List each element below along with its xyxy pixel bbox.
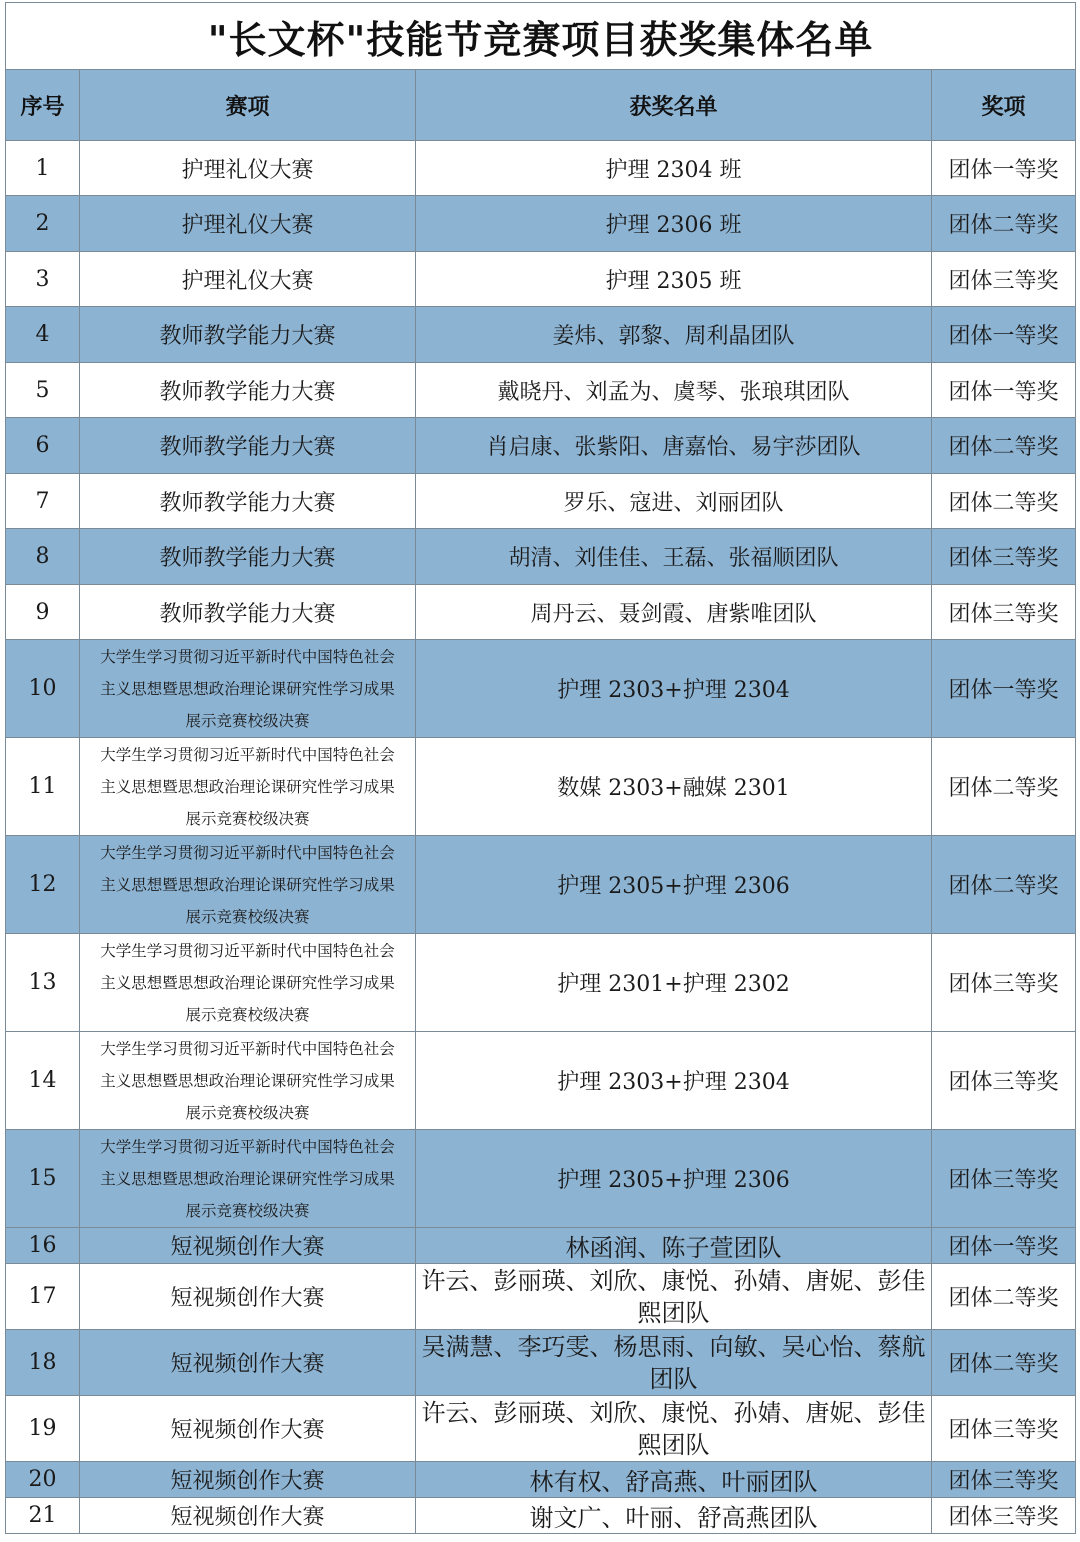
award-cell: 团体一等奖 [932, 307, 1076, 363]
table-row [6, 1498, 1076, 1534]
winners-cell: 许云、彭丽瑛、刘欣、康悦、孙婧、唐妮、彭佳熙团队 [416, 1396, 932, 1462]
event-cell: 短视频创作大赛 [80, 1462, 416, 1498]
event-cell: 教师教学能力大赛 [80, 529, 416, 585]
winners-cell: 护理 2306 班 [416, 196, 932, 252]
winners-cell: 谢文广、叶丽、舒高燕团队 [416, 1498, 932, 1534]
row-number-cell: 21 [6, 1498, 80, 1534]
document-title: "长文杯"技能节竞赛项目获奖集体名单 [6, 3, 1076, 70]
event-cell: 护理礼仪大赛 [80, 196, 416, 252]
table-row [6, 934, 1076, 1032]
table-body [6, 141, 1076, 1534]
row-number-cell: 6 [6, 418, 80, 474]
winners-cell: 姜炜、郭黎、周利晶团队 [416, 307, 932, 363]
award-cell: 团体二等奖 [932, 836, 1076, 934]
winners-cell: 许云、彭丽瑛、刘欣、康悦、孙婧、唐妮、彭佳熙团队 [416, 1264, 932, 1330]
table-row [6, 1396, 1076, 1462]
table-row [6, 1032, 1076, 1130]
award-cell: 团体三等奖 [932, 529, 1076, 585]
row-number-cell: 5 [6, 363, 80, 418]
row-number-cell: 3 [6, 252, 80, 307]
header-number: 序号 [6, 70, 80, 141]
event-cell: 大学生学习贯彻习近平新时代中国特色社会主义思想暨思想政治理论课研究性学习成果展示竞赛校级决赛 [80, 1130, 416, 1228]
table-row [6, 529, 1076, 585]
table-row [6, 252, 1076, 307]
winners-cell: 护理 2305 班 [416, 252, 932, 307]
table-header-row [6, 70, 1076, 141]
row-number-cell: 9 [6, 585, 80, 640]
table-row [6, 141, 1076, 196]
event-cell: 短视频创作大赛 [80, 1498, 416, 1534]
award-cell: 团体三等奖 [932, 1498, 1076, 1534]
winners-cell: 护理 2305+护理 2306 [416, 836, 932, 934]
winners-cell: 林函润、陈子萱团队 [416, 1228, 932, 1264]
winners-cell: 胡清、刘佳佳、王磊、张福顺团队 [416, 529, 932, 585]
header-award: 奖项 [932, 70, 1076, 141]
winners-cell: 罗乐、寇进、刘丽团队 [416, 474, 932, 529]
award-cell: 团体二等奖 [932, 1330, 1076, 1396]
table-row [6, 836, 1076, 934]
table-row [6, 418, 1076, 474]
winners-cell: 戴晓丹、刘孟为、虞琴、张琅琪团队 [416, 363, 932, 418]
table-row [6, 1264, 1076, 1330]
award-cell: 团体三等奖 [932, 934, 1076, 1032]
winners-cell: 护理 2303+护理 2304 [416, 1032, 932, 1130]
row-number-cell: 15 [6, 1130, 80, 1228]
winners-cell: 吴满慧、李巧雯、杨思雨、向敏、吴心怡、蔡航团队 [416, 1330, 932, 1396]
award-cell: 团体三等奖 [932, 585, 1076, 640]
row-number-cell: 1 [6, 141, 80, 196]
event-cell: 大学生学习贯彻习近平新时代中国特色社会主义思想暨思想政治理论课研究性学习成果展示竞赛校级决赛 [80, 836, 416, 934]
table-row [6, 738, 1076, 836]
table-row [6, 1228, 1076, 1264]
event-cell: 大学生学习贯彻习近平新时代中国特色社会主义思想暨思想政治理论课研究性学习成果展示竞赛校级决赛 [80, 1032, 416, 1130]
winners-cell: 林有权、舒高燕、叶丽团队 [416, 1462, 932, 1498]
event-cell: 护理礼仪大赛 [80, 141, 416, 196]
row-number-cell: 10 [6, 640, 80, 738]
row-number-cell: 20 [6, 1462, 80, 1498]
table-row [6, 363, 1076, 418]
table-row [6, 640, 1076, 738]
header-event: 赛项 [80, 70, 416, 141]
winners-cell: 肖启康、张紫阳、唐嘉怡、易宇莎团队 [416, 418, 932, 474]
event-cell: 教师教学能力大赛 [80, 418, 416, 474]
event-cell: 护理礼仪大赛 [80, 252, 416, 307]
event-cell: 短视频创作大赛 [80, 1396, 416, 1462]
row-number-cell: 4 [6, 307, 80, 363]
award-cell: 团体三等奖 [932, 1396, 1076, 1462]
winners-cell: 数媒 2303+融媒 2301 [416, 738, 932, 836]
table-row [6, 585, 1076, 640]
row-number-cell: 12 [6, 836, 80, 934]
award-cell: 团体三等奖 [932, 1032, 1076, 1130]
row-number-cell: 14 [6, 1032, 80, 1130]
award-list-document [5, 2, 1075, 1534]
event-cell: 短视频创作大赛 [80, 1264, 416, 1330]
event-cell: 大学生学习贯彻习近平新时代中国特色社会主义思想暨思想政治理论课研究性学习成果展示竞赛校级决赛 [80, 934, 416, 1032]
event-cell: 教师教学能力大赛 [80, 363, 416, 418]
award-cell: 团体一等奖 [932, 640, 1076, 738]
table-row [6, 1130, 1076, 1228]
event-cell: 大学生学习贯彻习近平新时代中国特色社会主义思想暨思想政治理论课研究性学习成果展示竞赛校级决赛 [80, 640, 416, 738]
table-row [6, 1330, 1076, 1396]
event-cell: 教师教学能力大赛 [80, 585, 416, 640]
table-row [6, 307, 1076, 363]
table-row [6, 1462, 1076, 1498]
award-cell: 团体二等奖 [932, 196, 1076, 252]
winners-cell: 护理 2303+护理 2304 [416, 640, 932, 738]
award-cell: 团体一等奖 [932, 363, 1076, 418]
award-table [5, 2, 1076, 1534]
table-row [6, 196, 1076, 252]
row-number-cell: 11 [6, 738, 80, 836]
event-cell: 大学生学习贯彻习近平新时代中国特色社会主义思想暨思想政治理论课研究性学习成果展示竞赛校级决赛 [80, 738, 416, 836]
row-number-cell: 17 [6, 1264, 80, 1330]
event-cell: 教师教学能力大赛 [80, 307, 416, 363]
award-cell: 团体二等奖 [932, 738, 1076, 836]
row-number-cell: 18 [6, 1330, 80, 1396]
header-winners: 获奖名单 [416, 70, 932, 141]
award-cell: 团体一等奖 [932, 1228, 1076, 1264]
event-cell: 短视频创作大赛 [80, 1330, 416, 1396]
winners-cell: 护理 2305+护理 2306 [416, 1130, 932, 1228]
table-row [6, 474, 1076, 529]
winners-cell: 护理 2301+护理 2302 [416, 934, 932, 1032]
row-number-cell: 8 [6, 529, 80, 585]
award-cell: 团体二等奖 [932, 474, 1076, 529]
award-cell: 团体一等奖 [932, 141, 1076, 196]
event-cell: 教师教学能力大赛 [80, 474, 416, 529]
award-cell: 团体二等奖 [932, 1264, 1076, 1330]
row-number-cell: 16 [6, 1228, 80, 1264]
winners-cell: 周丹云、聂剑霞、唐紫唯团队 [416, 585, 932, 640]
row-number-cell: 19 [6, 1396, 80, 1462]
event-cell: 短视频创作大赛 [80, 1228, 416, 1264]
award-cell: 团体三等奖 [932, 1130, 1076, 1228]
row-number-cell: 13 [6, 934, 80, 1032]
award-cell: 团体二等奖 [932, 418, 1076, 474]
row-number-cell: 7 [6, 474, 80, 529]
award-cell: 团体三等奖 [932, 1462, 1076, 1498]
row-number-cell: 2 [6, 196, 80, 252]
winners-cell: 护理 2304 班 [416, 141, 932, 196]
award-cell: 团体三等奖 [932, 252, 1076, 307]
